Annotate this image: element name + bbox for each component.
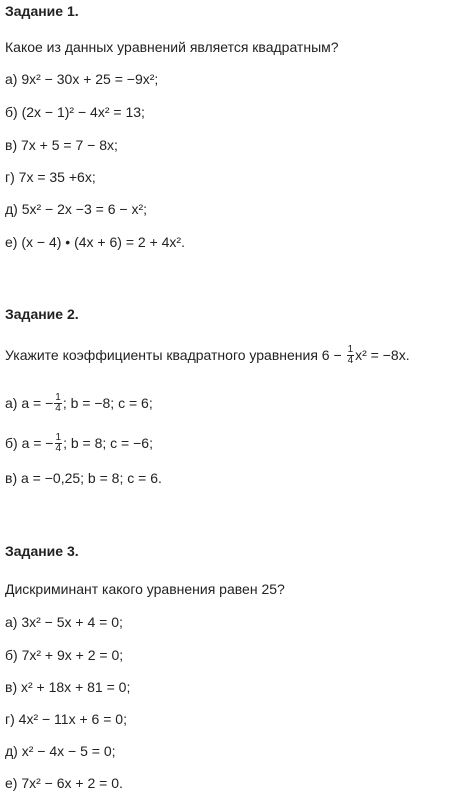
fraction [55, 433, 63, 454]
task1-heading: Задание 1. [5, 3, 79, 19]
task1-option-b: б) (2x − 1)² − 4x² = 13; [5, 104, 145, 120]
task3-option-a: а) 3x² − 5x + 4 = 0; [5, 614, 123, 630]
option-end: ; b = −8; c = 6; [62, 395, 153, 412]
option-start: б) a = − [5, 435, 54, 452]
task1-question: Какое из данных уравнений является квадратным? [5, 39, 339, 55]
task1-option-e: е) (x − 4) • (4x + 6) = 2 + 4x². [5, 234, 185, 250]
task3-option-b: б) 7x² + 9x + 2 = 0; [5, 647, 124, 663]
task1-option-a: а) 9x² − 30x + 25 = −9x²; [5, 71, 159, 87]
fraction-denominator: 4 [55, 443, 62, 454]
fraction-numerator: 1 [55, 432, 62, 443]
task2-question [5, 346, 410, 367]
option-start: а) a = − [5, 395, 54, 412]
fraction [54, 393, 62, 414]
task2-option-v: в) a = −0,25; b = 8; c = 6. [5, 470, 162, 486]
fraction-numerator: 1 [347, 344, 354, 355]
fraction-denominator: 4 [55, 403, 61, 414]
task3-option-d: д) x² − 4x − 5 = 0; [5, 743, 116, 759]
task3-question: Дискриминант какого уравнения равен 25? [5, 581, 285, 597]
task3-option-v: в) x² + 18x + 81 = 0; [5, 679, 131, 695]
task2-question-start: Укажите коэффициенты квадратного уравнения 6 − [5, 347, 342, 364]
task3-option-g: г) 4x² − 11x + 6 = 0; [5, 711, 127, 727]
task1-option-v: в) 7x + 5 = 7 − 8x; [5, 137, 118, 153]
task2-option-b [5, 434, 153, 455]
option-end: ; b = 8; c = −6; [63, 435, 153, 452]
task2-question-end: x² = −8x. [355, 347, 410, 364]
task2-option-a [5, 394, 153, 415]
task1-option-g: г) 7x = 35 +6x; [5, 169, 96, 185]
task2-heading: Задание 2. [5, 306, 79, 322]
fraction-numerator: 1 [55, 392, 61, 403]
task1-option-d: д) 5x² − 2x −3 = 6 − x²; [5, 201, 148, 217]
task3-option-e: е) 7x² − 6x + 2 = 0. [5, 775, 123, 791]
fraction-denominator: 4 [347, 355, 354, 366]
task3-heading: Задание 3. [5, 543, 79, 559]
fraction [347, 345, 355, 366]
